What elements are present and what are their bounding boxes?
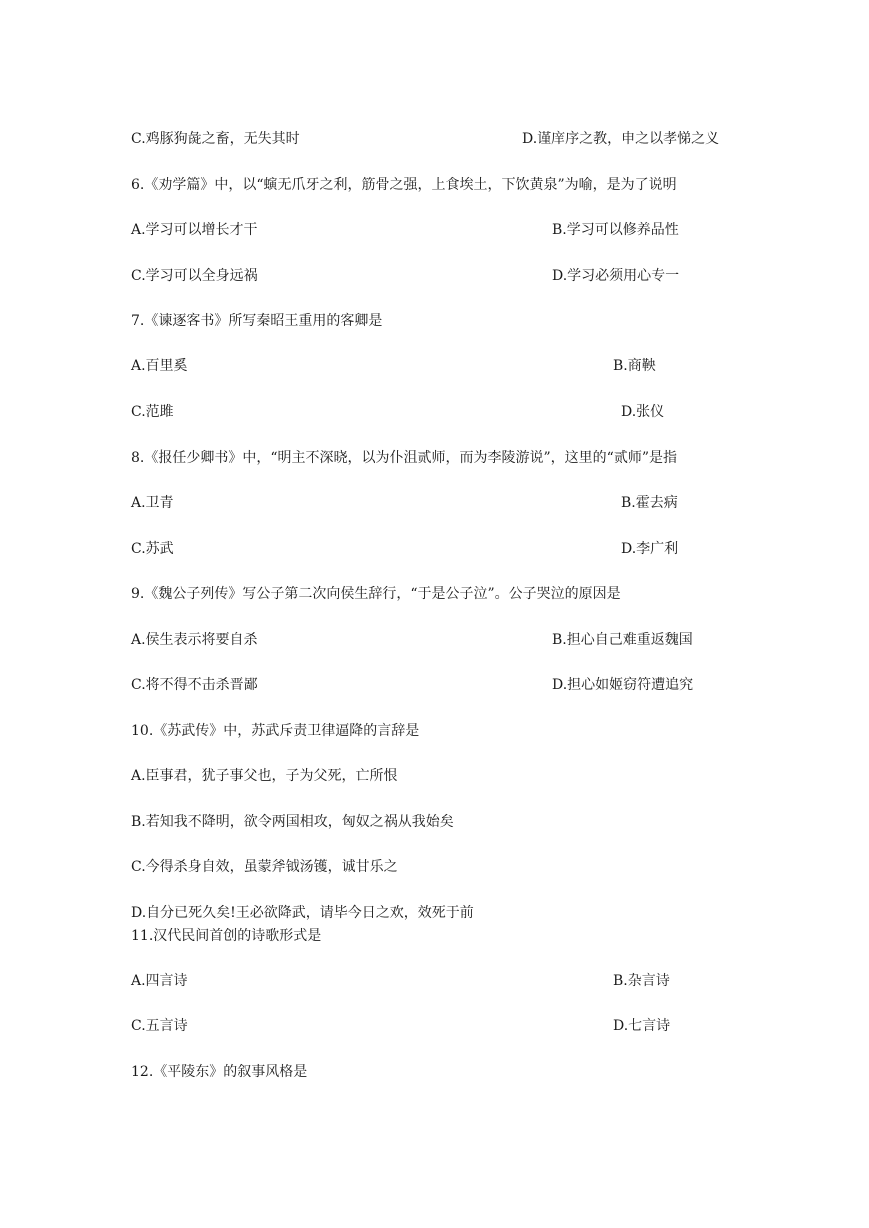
question-10-option-b: B.若知我不降明，欲令两国相攻，匈奴之祸从我始矣: [131, 814, 454, 830]
question-10-option-c: C.今得杀身自效，虽蒙斧钺汤镬，诚甘乐之: [131, 859, 398, 875]
question-9-option-b: B.担心自己难重返魏国: [552, 632, 693, 648]
question-6-option-b: B.学习可以修养品性: [552, 222, 679, 238]
question-6-option-c: C.学习可以全身远祸: [131, 268, 258, 284]
question-6-stem: 6.《劝学篇》中，以“螾无爪牙之利，筋骨之强，上食埃土，下饮黄泉”为喻，是为了说明: [131, 177, 677, 193]
question-10-option-d: D.自分已死久矣!王必欲降武，请毕今日之欢，效死于前: [131, 905, 474, 921]
question-11-option-a: A.四言诗: [131, 973, 188, 989]
question-5-option-c: C.鸡豚狗彘之畜，无失其时: [131, 131, 300, 147]
question-11-option-c: C.五言诗: [131, 1018, 188, 1034]
question-7-option-b: B.商鞅: [613, 358, 656, 374]
question-8-option-b: B.霍去病: [621, 495, 678, 511]
question-9-option-d: D.担心如姬窃符遭追究: [552, 677, 694, 693]
question-10-option-a: A.臣事君，犹子事父也，子为父死，亡所恨: [131, 768, 398, 784]
question-11-stem: 11.汉代民间首创的诗歌形式是: [131, 928, 322, 944]
question-9-option-c: C.将不得不击杀晋鄙: [131, 677, 258, 693]
question-8-option-a: A.卫青: [131, 495, 174, 511]
question-6-option-d: D.学习必须用心专一: [552, 268, 680, 284]
question-7-option-d: D.张仪: [621, 404, 665, 420]
question-9-stem: 9.《魏公子列传》写公子第二次向侯生辞行，“于是公子泣”。公子哭泣的原因是: [131, 586, 621, 602]
question-8-option-c: C.苏武: [131, 541, 174, 557]
question-6-option-a: A.学习可以增长才干: [131, 222, 258, 238]
question-7-option-c: C.范雎: [131, 404, 174, 420]
question-10-stem: 10.《苏武传》中，苏武斥责卫律逼降的言辞是: [131, 723, 420, 739]
question-11-option-b: B.杂言诗: [613, 973, 670, 989]
question-7-option-a: A.百里奚: [131, 358, 188, 374]
question-11-option-d: D.七言诗: [613, 1018, 671, 1034]
question-9-option-a: A.侯生表示将要自杀: [131, 632, 258, 648]
question-12-stem: 12.《平陵东》的叙事风格是: [131, 1064, 308, 1080]
question-8-option-d: D.李广利: [621, 541, 679, 557]
question-7-stem: 7.《谏逐客书》所写秦昭王重用的客卿是: [131, 313, 383, 329]
question-5-option-d: D.谨庠序之教，申之以孝悌之义: [522, 131, 720, 147]
question-8-stem: 8.《报任少卿书》中，“明主不深晓，以为仆沮贰师，而为李陵游说”，这里的“贰师”是指: [131, 450, 677, 466]
